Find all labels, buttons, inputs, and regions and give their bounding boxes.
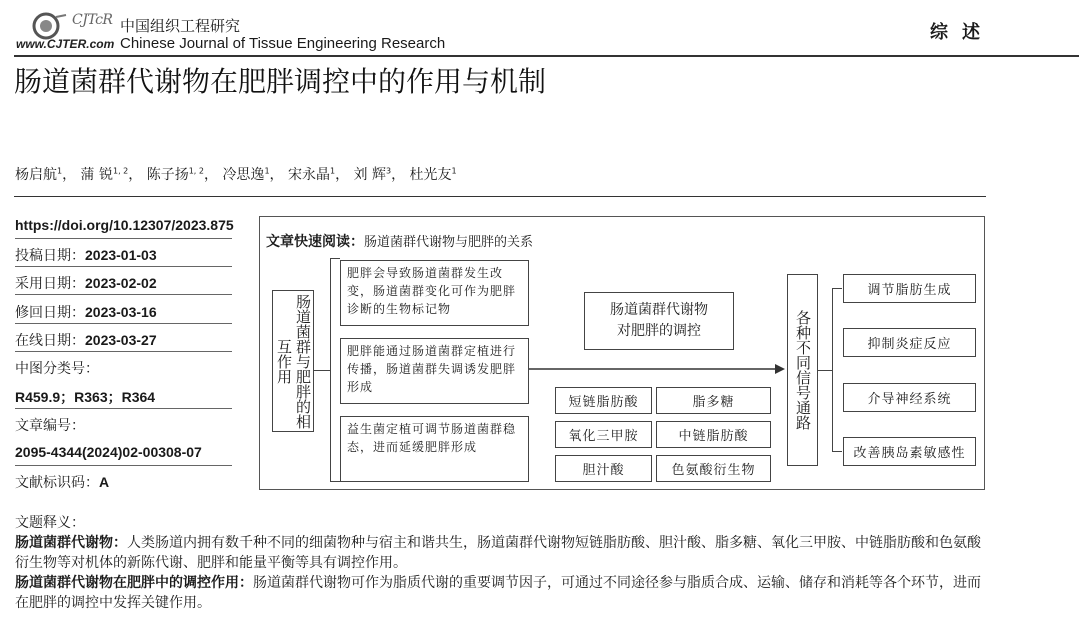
accepted-date — [15, 273, 157, 293]
online-value: 2023-03-27 — [85, 332, 157, 348]
doc-code — [15, 472, 109, 492]
center-box-line2: 对肥胖的调控 — [617, 323, 701, 339]
meta-divider — [15, 266, 232, 267]
author-name: 宋永晶 — [287, 167, 330, 183]
metabolite-cell: 中链脂肪酸 — [656, 421, 771, 448]
doc-code-value: A — [99, 474, 110, 490]
author-name: 杜光友 — [409, 167, 452, 183]
accepted-label: 采用日期： — [15, 276, 85, 292]
article-no-label — [15, 415, 85, 435]
revised-label: 修回日期： — [15, 305, 85, 321]
meta-divider — [15, 465, 232, 466]
article-no-value: 2095-4344(2024)02-00308-07 — [15, 444, 202, 460]
figure-heading-label: 文章快速阅读： — [266, 234, 364, 250]
meta-divider — [15, 238, 232, 239]
pathway-box-label: 各种不同信号通路 — [794, 310, 812, 430]
author-affiliation: 1, 2 — [113, 166, 129, 176]
definition-1-text: 人类肠道内拥有数千种不同的细菌物种与宿主和谐共生，肠道菌群代谢物短链脂肪酸、胆汁酸、脂多糖、氧化三甲胺、中链脂肪酸和色氨酸衍生物等对机体的新陈代谢、肥胖和能量平衡等具有调控作用。 — [15, 535, 981, 571]
author-name: 冷思逸 — [222, 167, 265, 183]
figure-subheading: 肠道菌群代谢物与肥胖的关系 — [364, 235, 534, 250]
term-1: 肠道菌群代谢物： — [15, 535, 127, 551]
author-name: 蒲 锐 — [80, 167, 113, 183]
article-no-label-text: 文章编号： — [15, 418, 85, 434]
author-name: 陈子扬 — [146, 167, 189, 183]
effect-box: 抑制炎症反应 — [843, 328, 976, 357]
effect-box: 调节脂肪生成 — [843, 274, 976, 303]
effect-box: 改善胰岛素敏感性 — [843, 437, 976, 466]
meta-divider — [15, 323, 232, 324]
journal-name-en: Chinese Journal of Tissue Engineering Research — [120, 35, 446, 52]
pathway-box — [787, 274, 818, 466]
effect-box: 介导神经系统 — [843, 383, 976, 412]
received-label: 投稿日期： — [15, 248, 85, 264]
doc-code-label: 文献标识码： — [15, 475, 99, 491]
right-bracket — [832, 288, 842, 452]
author-affiliation: 1 — [57, 166, 63, 176]
definition-2 — [15, 573, 990, 613]
author-list: 杨启航$^1$， 蒲 锐$^{1, 2}$， 陈子扬$^{1, 2}$， 冷思逸$^1$， 宋永晶$^1$， 刘 辉$^3$， 杜光友$^1$ — [15, 166, 457, 183]
author-affiliation: 1 — [451, 166, 457, 176]
authors-divider — [14, 196, 986, 197]
meta-divider — [15, 294, 232, 295]
mid-item-box: 肥胖会导致肠道菌群发生改变，肠道菌群变化可作为肥胖诊断的生物标记物 — [340, 260, 529, 326]
interaction-box — [272, 290, 314, 432]
author-affiliation: 1 — [264, 166, 270, 176]
author-name: 杨启航 — [15, 167, 57, 183]
metabolite-cell: 短链脂肪酸 — [555, 387, 652, 414]
mid-item-box: 益生菌定植可调节肠道菌群稳态，进而延缓肥胖形成 — [340, 416, 529, 482]
logo-url[interactable]: www.CJTER.com — [16, 37, 115, 51]
received-value: 2023-01-03 — [85, 247, 157, 263]
author-affiliation: 3 — [385, 166, 392, 176]
received-date — [15, 245, 157, 265]
interaction-box-label: 肠道菌群与肥胖的相互作用 — [275, 293, 312, 429]
metabolite-cell: 色氨酸衍生物 — [656, 455, 771, 482]
figure-heading — [266, 231, 533, 251]
meta-divider — [15, 351, 232, 352]
left-bracket — [330, 258, 340, 482]
section-tag: 综述 — [930, 22, 994, 43]
author-affiliation: 1, 2 — [188, 166, 204, 176]
center-box-line1: 肠道菌群代谢物 — [610, 302, 708, 318]
metabolite-cell: 胆汁酸 — [555, 455, 652, 482]
online-label: 在线日期： — [15, 333, 85, 349]
flow-arrow-icon — [529, 362, 785, 376]
clc-label-text: 中图分类号： — [15, 361, 99, 377]
journal-name-cn: 中国组织工程研究 — [120, 17, 241, 35]
logo-text: CJTcR — [72, 12, 113, 28]
metabolite-cell: 氧化三甲胺 — [555, 421, 652, 448]
connector-line — [314, 370, 330, 371]
term-definitions — [15, 513, 990, 613]
notes-label: 文题释义： — [15, 515, 85, 531]
online-date — [15, 330, 157, 350]
author-name: 刘 辉 — [353, 167, 386, 183]
page-title: 肠道菌群代谢物在肥胖调控中的作用与机制 — [14, 65, 547, 98]
center-box — [584, 292, 734, 350]
clc-value: R459.9；R363；R364 — [15, 389, 156, 405]
revised-value: 2023-03-16 — [85, 304, 157, 320]
meta-divider — [15, 408, 232, 409]
definition-1 — [15, 533, 990, 573]
doi-link[interactable]: https://doi.org/10.12307/2023.875 — [15, 217, 234, 233]
mid-item-box: 肥胖能通过肠道菌群定植进行传播，肠道菌群失调诱发肥胖形成 — [340, 338, 529, 404]
connector-line — [818, 370, 832, 371]
accepted-value: 2023-02-02 — [85, 275, 157, 291]
metabolite-cell: 脂多糖 — [656, 387, 771, 414]
author-affiliation: 1 — [329, 166, 336, 176]
revised-date — [15, 302, 157, 322]
definition-2-text: 肠道菌群代谢物可作为脂质代谢的重要调节因子，可通过不同途径参与脂质合成、运输、储存和消耗等各个环节，进而在肥胖的调控中发挥关键作用。 — [15, 575, 981, 611]
clc-label — [15, 358, 99, 378]
header-divider — [14, 55, 1079, 57]
term-2: 肠道菌群代谢物在肥胖中的调控作用： — [15, 575, 253, 591]
